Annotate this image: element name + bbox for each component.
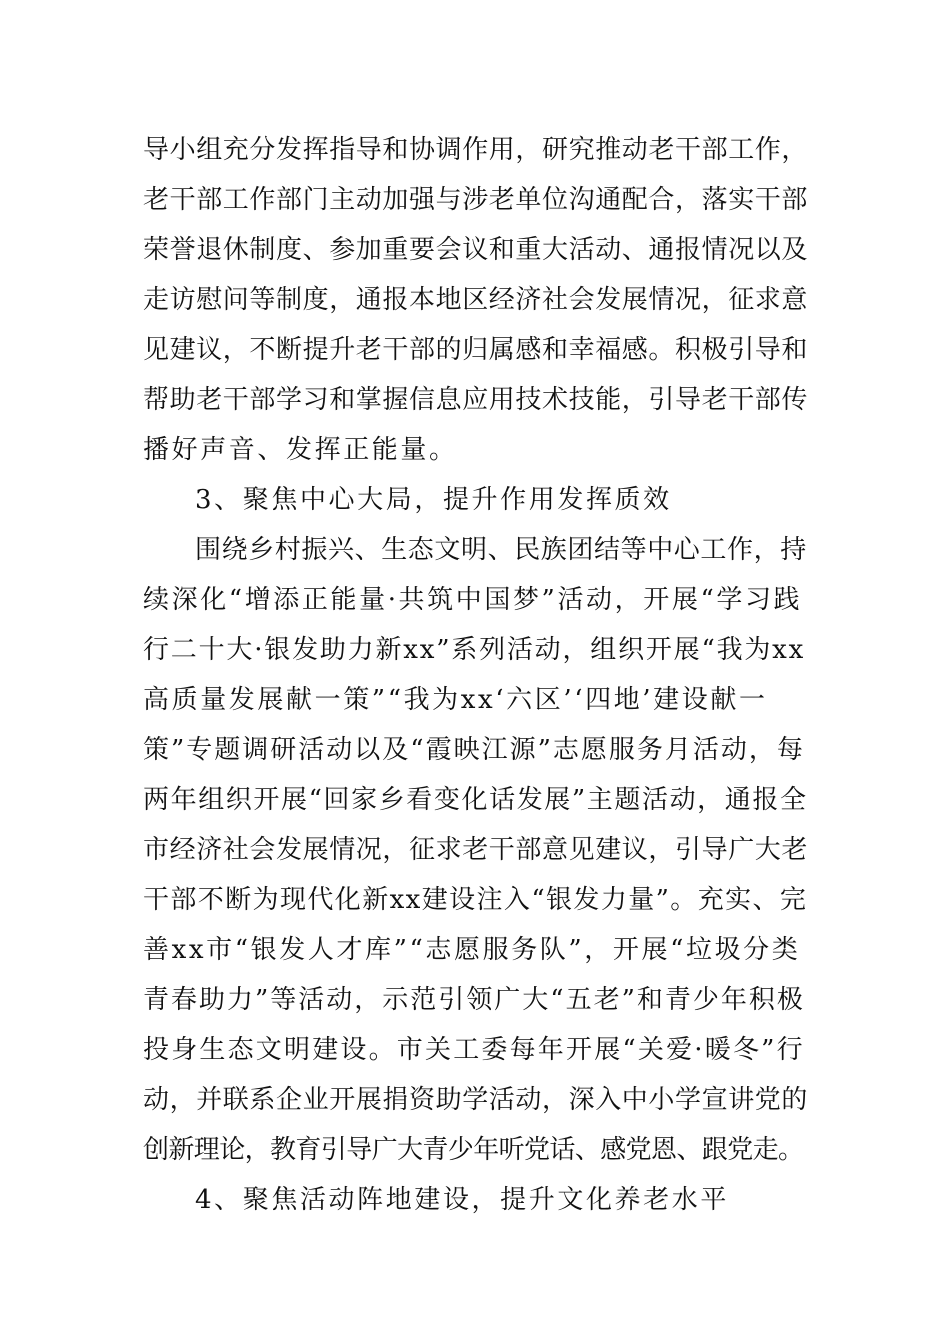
section-heading-4: 4、聚焦活动阵地建设，提升文化养老水平 [195, 1185, 729, 1215]
paragraph-1-line-1: 导小组充分发挥指导和协调作用，研究推动老干部工作， [143, 135, 809, 165]
paragraph-2-line-1: 围绕乡村振兴、生态文明、民族团结等中心工作，持 [195, 535, 807, 565]
paragraph-1-line-3: 荣誉退休制度、参加重要会议和重大活动、通报情况以及 [143, 235, 809, 265]
paragraph-1-line-2: 老干部工作部门主动加强与涉老单位沟通配合，落实干部 [143, 185, 809, 215]
paragraph-2-line-6: 两年组织开展“回家乡看变化话发展”主题活动，通报全 [143, 785, 808, 815]
paragraph-2-line-2: 续深化“增添正能量·共筑中国梦”活动，开展“学习践 [143, 585, 803, 615]
section-heading-3: 3、聚焦中心大局，提升作用发挥质效 [195, 485, 672, 515]
paragraph-2-line-12: 动，并联系企业开展捐资助学活动，深入中小学宣讲党的 [143, 1085, 809, 1115]
paragraph-2-line-4: 高质量发展献一策”“我为xx‘六区’‘四地’建设献一 [143, 685, 768, 715]
paragraph-2-line-9: 善xx市“银发人才库”“志愿服务队”，开展“垃圾分类 [143, 935, 801, 965]
paragraph-2-line-5: 策”专题调研活动以及“霞映江源”志愿服务月活动，每 [143, 735, 805, 765]
paragraph-2-line-10: 青春助力”等活动，示范引领广大“五老”和青少年积极 [143, 985, 805, 1015]
paragraph-2-line-7: 市经济社会发展情况，征求老干部意见建议，引导广大老 [143, 835, 809, 865]
paragraph-1-line-6: 帮助老干部学习和掌握信息应用技术技能，引导老干部传 [143, 385, 809, 415]
paragraph-2-line-11: 投身生态文明建设。市关工委每年开展“关爱·暖冬”行 [143, 1035, 805, 1065]
paragraph-1-line-7: 播好声音、发挥正能量。 [143, 435, 458, 465]
paragraph-2-line-8: 干部不断为现代化新xx建设注入“银发力量”。充实、完 [143, 885, 808, 915]
paragraph-2-line-3: 行二十大·银发助力新xx”系列活动，组织开展“我为xx [143, 635, 806, 665]
paragraph-1-line-5: 见建议，不断提升老干部的归属感和幸福感。积极引导和 [143, 335, 809, 365]
paragraph-2-line-13: 创新理论，教育引导广大青少年听党话、感党恩、跟党走。 [143, 1135, 804, 1165]
paragraph-1-line-4: 走访慰问等制度，通报本地区经济社会发展情况，征求意 [143, 285, 809, 315]
